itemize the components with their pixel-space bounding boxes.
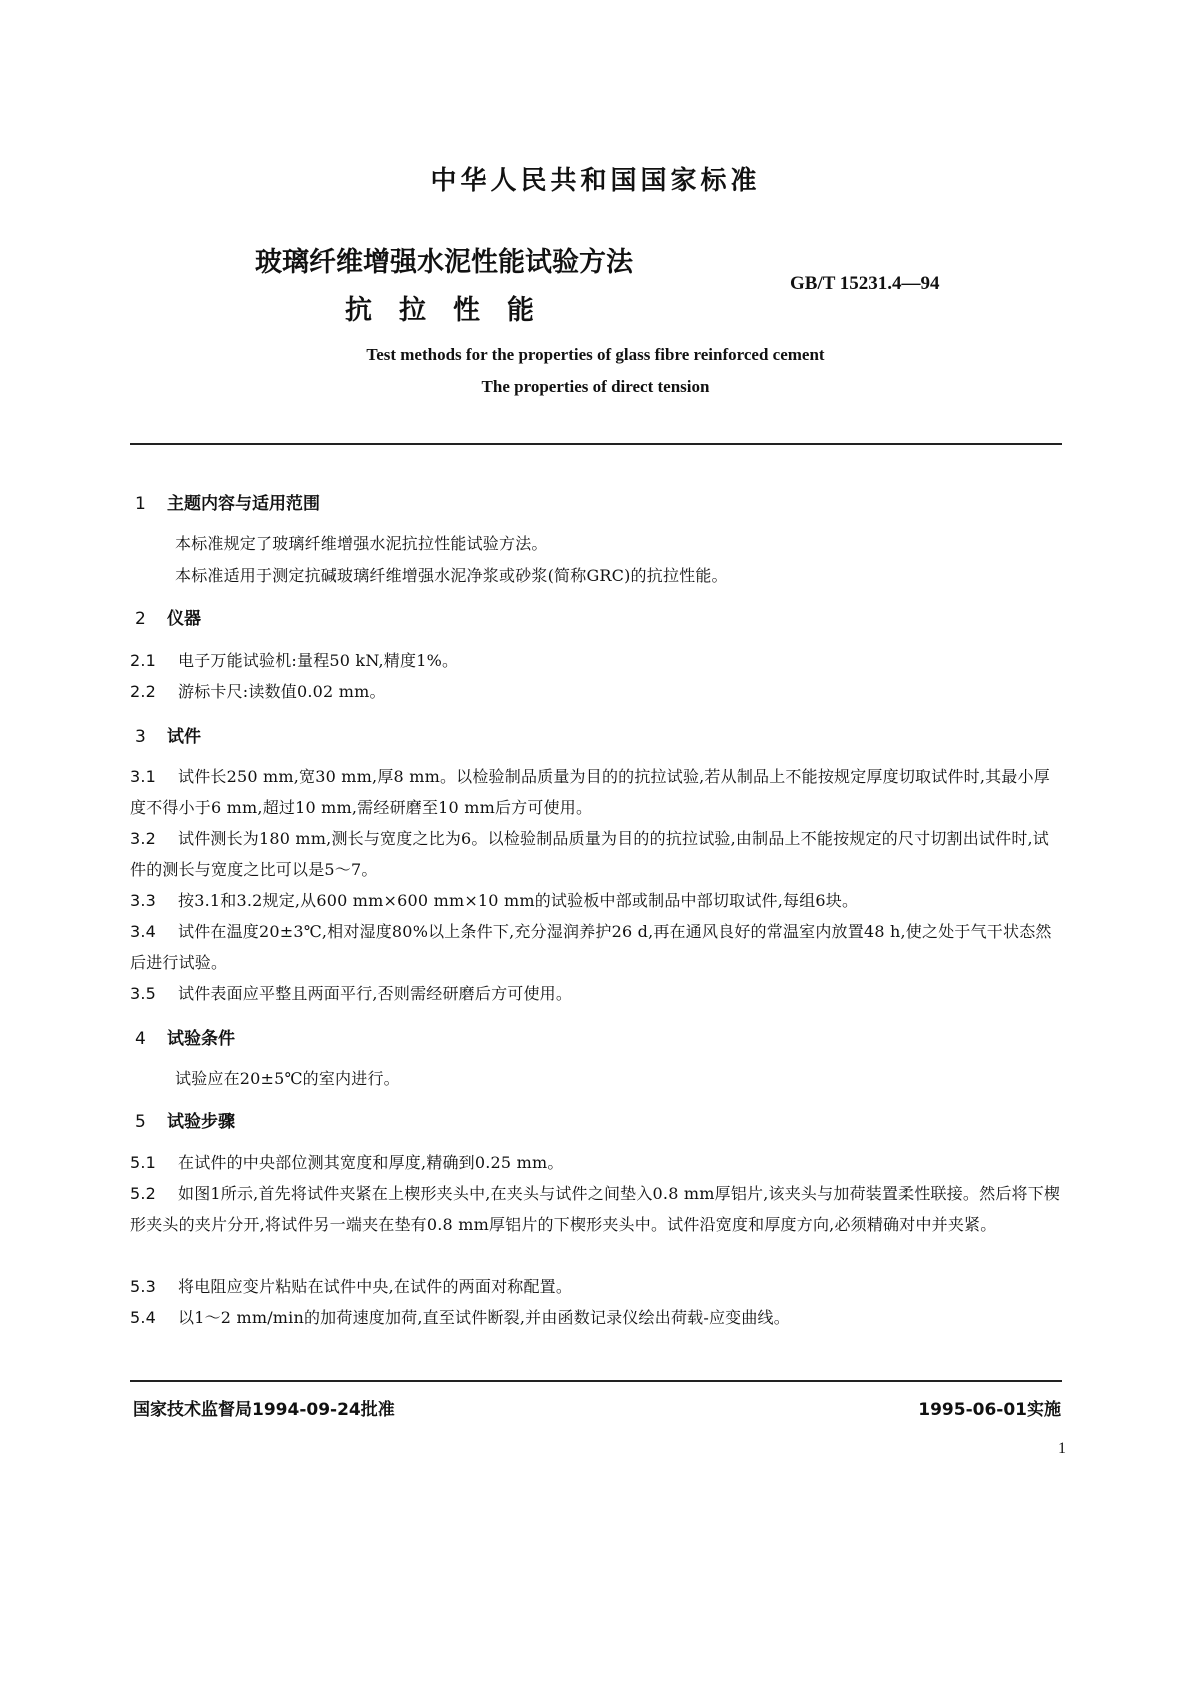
paragraph: 本标准规定了玻璃纤维增强水泥抗拉性能试验方法。: [175, 534, 548, 553]
clause-number: 2.2: [130, 682, 157, 701]
clause-text: 在试件的中央部位测其宽度和厚度,精确到0.25 mm。: [178, 1153, 564, 1172]
clause-3-3: [130, 885, 1062, 916]
section-number: 2: [135, 609, 146, 629]
clause-text: 试件测长为180 mm,测长与宽度之比为6。以检验制品质量为目的的抗拉试验,由制品上不能按规定的尺寸切割出试件时,试件的测长与宽度之比可以是5～7。: [130, 829, 1050, 879]
clause-text: 将电阻应变片粘贴在试件中央,在试件的两面对称配置。: [178, 1277, 573, 1296]
footer-divider: [130, 1380, 1062, 1382]
paragraph: 本标准适用于测定抗碱玻璃纤维增强水泥净浆或砂浆(简称GRC)的抗拉性能。: [175, 566, 728, 585]
clause-number: 2.1: [130, 651, 157, 670]
clause-3-1: [130, 761, 1062, 823]
clause-number: 5.2: [130, 1184, 157, 1203]
clause-text: 试件表面应平整且两面平行,否则需经研磨后方可使用。: [178, 984, 573, 1003]
clause-3-2: [130, 823, 1062, 885]
section-number: 3: [135, 727, 146, 747]
clause-3-4: [130, 916, 1062, 978]
clause-text: 电子万能试验机:量程50 kN,精度1%。: [178, 651, 459, 670]
section-title: 试验步骤: [167, 1112, 235, 1132]
clause-5-4: [130, 1302, 1062, 1333]
section-title: 试件: [167, 727, 201, 747]
clause-number: 5.3: [130, 1277, 157, 1296]
header-divider: [130, 443, 1062, 445]
clause-number: 3.1: [130, 767, 157, 786]
clause-2-1: [130, 645, 1062, 676]
section-1-heading: [135, 489, 320, 514]
clause-3-5: [130, 978, 1062, 1009]
clause-5-3: [130, 1271, 1062, 1302]
clause-number: 3.3: [130, 891, 157, 910]
clause-number: 5.4: [130, 1308, 157, 1327]
approval-date: 国家技术监督局1994-09-24批准: [133, 1400, 395, 1420]
clause-text: 以1～2 mm/min的加荷速度加荷,直至试件断裂,并由函数记录仪绘出荷载-应变曲线。: [178, 1308, 790, 1327]
section-number: 5: [135, 1112, 146, 1132]
section-5-heading: [135, 1107, 235, 1132]
clause-5-2: [130, 1178, 1062, 1240]
clause-number: 3.2: [130, 829, 157, 848]
page-number: 1: [1058, 1440, 1066, 1457]
clause-5-1: [130, 1147, 1062, 1178]
clause-2-2: [130, 676, 1062, 707]
clause-text: 按3.1和3.2规定,从600 mm×600 mm×10 mm的试验板中部或制品中部切取试件,每组6块。: [178, 891, 859, 910]
clause-number: 5.1: [130, 1153, 157, 1172]
clause-text: 游标卡尺:读数值0.02 mm。: [178, 682, 386, 701]
section-number: 4: [135, 1029, 146, 1049]
section-4-heading: [135, 1024, 235, 1049]
section-2-heading: [135, 604, 201, 629]
standard-code: GB/T 15231.4—94: [790, 273, 940, 294]
effective-date: 1995-06-01实施: [918, 1400, 1061, 1420]
section-title: 主题内容与适用范围: [167, 494, 320, 514]
english-title-line2: The properties of direct tension: [481, 377, 710, 396]
section-title: 试验条件: [167, 1029, 235, 1049]
national-standard-heading: 中华人民共和国国家标准: [430, 166, 761, 196]
document-title-line1: 玻璃纤维增强水泥性能试验方法: [255, 247, 633, 278]
clause-text: 如图1所示,首先将试件夹紧在上楔形夹头中,在夹头与试件之间垫入0.8 mm厚铝片,该夹头与加荷装置柔性联接。然后将下楔形夹头的夹片分开,将试件另一端夹在垫有0.8 mm厚铝片的下楔形夹头中。试件沿宽度和厚度方向,必须精确对中并夹紧。: [130, 1184, 1061, 1234]
section-title: 仪器: [167, 609, 201, 629]
paragraph: 试验应在20±5℃的室内进行。: [175, 1069, 400, 1088]
document-title-line2: 抗 拉 性 能: [345, 295, 534, 326]
section-number: 1: [135, 494, 146, 514]
clause-number: 3.5: [130, 984, 157, 1003]
english-title-line1: Test methods for the properties of glass fibre reinforced cement: [366, 345, 825, 364]
clause-number: 3.4: [130, 922, 157, 941]
clause-text: 试件长250 mm,宽30 mm,厚8 mm。以检验制品质量为目的的抗拉试验,若从制品上不能按规定厚度切取试件时,其最小厚度不得小于6 mm,超过10 mm,需经研磨至10 mm后方可使用。: [130, 767, 1050, 817]
clause-text: 试件在温度20±3℃,相对湿度80%以上条件下,充分湿润养护26 d,再在通风良好的常温室内放置48 h,使之处于气干状态然后进行试验。: [130, 922, 1052, 972]
section-3-heading: [135, 722, 201, 747]
